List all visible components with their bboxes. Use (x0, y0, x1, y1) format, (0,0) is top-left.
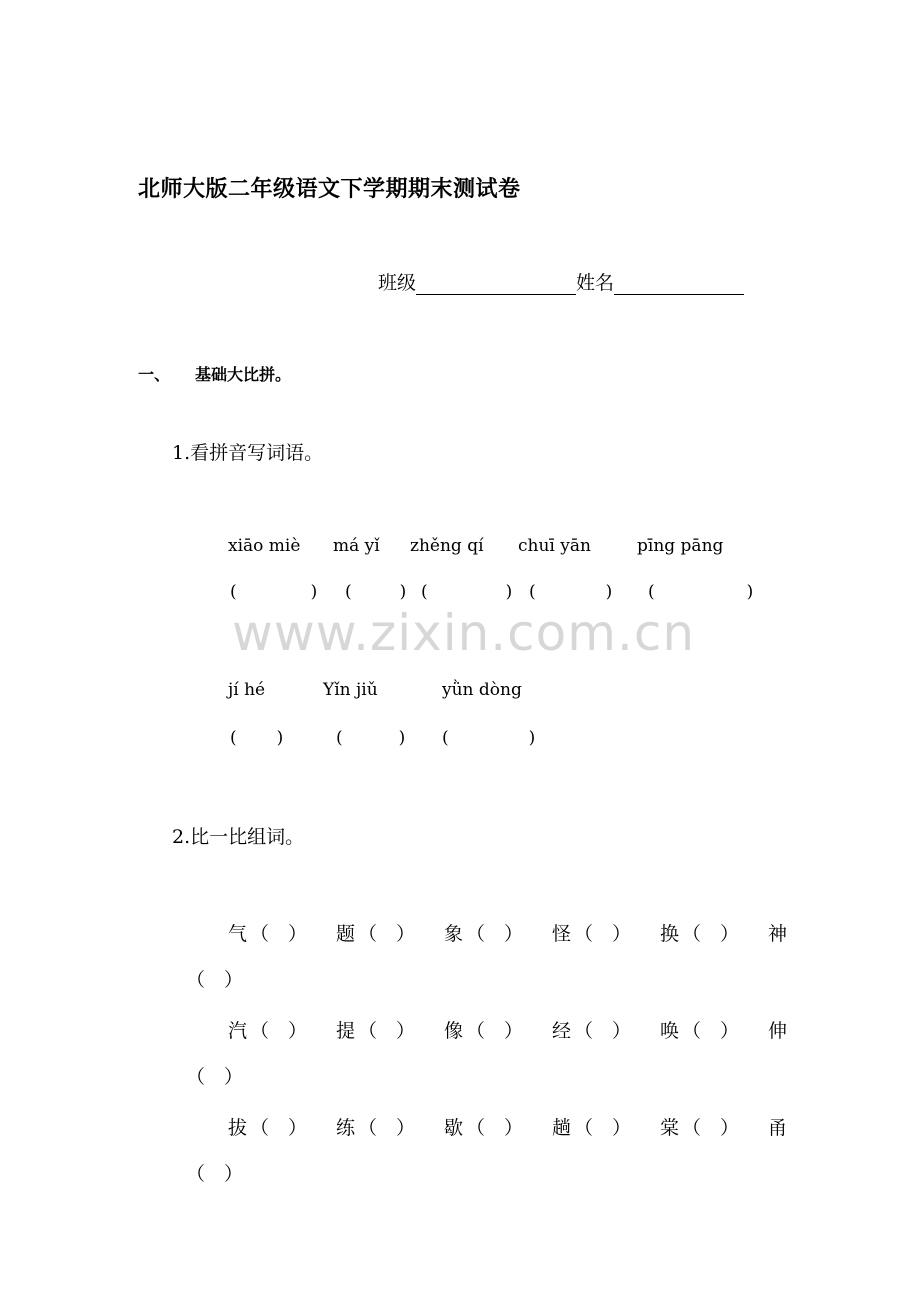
compare-char: 汽 (228, 1020, 248, 1042)
compare-char: 神 (768, 923, 788, 945)
compare-char: 怪 (552, 923, 572, 945)
compare-char: 题 (336, 923, 356, 945)
pinyin-item: má yǐ (333, 536, 380, 556)
compare-char: 唤 (660, 1020, 680, 1042)
word-blank[interactable]: （ ） (186, 1163, 244, 1185)
word-blank[interactable]: （ ） (682, 1117, 740, 1139)
answer-blank-3[interactable]: ( ) (421, 582, 513, 602)
word-blank[interactable]: （ ） (574, 1020, 632, 1042)
word-blank[interactable]: （ ） (466, 1117, 524, 1139)
answer-blank-1[interactable]: ( ) (230, 582, 318, 602)
document-title: 北师大版二年级语文下学期期末测试卷 (138, 177, 521, 202)
word-blank[interactable]: （ ） (186, 1066, 244, 1088)
compare-char: 练 (336, 1117, 356, 1139)
name-label: 姓名 (576, 272, 615, 294)
compare-char: 经 (552, 1020, 572, 1042)
class-name-line (378, 268, 744, 295)
class-blank[interactable] (416, 274, 576, 295)
compare-char: 换 (660, 923, 680, 945)
answer-blank-4[interactable]: ( ) (529, 582, 613, 602)
compare-char: 像 (444, 1020, 464, 1042)
word-blank[interactable]: （ ） (250, 1117, 308, 1139)
question-1-title: 1.看拼音写词语。 (172, 442, 324, 464)
question-2-title: 2.比一比组词。 (172, 826, 305, 848)
word-blank[interactable]: （ ） (358, 1117, 416, 1139)
word-blank[interactable]: （ ） (250, 1020, 308, 1042)
section-number: 一、 (138, 365, 171, 384)
compare-char: 棠 (660, 1117, 680, 1139)
answer-blank-6[interactable]: ( ) (230, 728, 284, 748)
pinyin-item: yǜn dòng (442, 680, 522, 700)
pinyin-item: Yǐn jiǔ (323, 680, 378, 700)
word-blank[interactable]: （ ） (358, 1020, 416, 1042)
answer-blank-8[interactable]: ( ) (442, 728, 536, 748)
pinyin-item: pīng pāng (637, 536, 724, 556)
name-blank[interactable] (614, 274, 744, 295)
word-blank[interactable]: （ ） (466, 1020, 524, 1042)
compare-char: 拔 (228, 1117, 248, 1139)
word-blank[interactable]: （ ） (682, 1020, 740, 1042)
pinyin-item: zhěng qí (410, 536, 484, 556)
compare-char: 气 (228, 923, 248, 945)
word-blank[interactable]: （ ） (250, 923, 308, 945)
compare-char: 伸 (768, 1020, 788, 1042)
answer-blank-7[interactable]: ( ) (336, 728, 406, 748)
answer-blank-2[interactable]: ( ) (345, 582, 407, 602)
word-blank[interactable]: （ ） (186, 969, 244, 991)
class-label: 班级 (378, 272, 417, 294)
word-blank[interactable]: （ ） (682, 923, 740, 945)
compare-char: 甬 (768, 1117, 788, 1139)
word-blank[interactable]: （ ） (466, 923, 524, 945)
word-blank[interactable]: （ ） (574, 923, 632, 945)
compare-char: 象 (444, 923, 464, 945)
section-title: 基础大比拼。 (195, 365, 292, 384)
watermark: www.zixin.com.cn (232, 604, 696, 662)
compare-char: 歇 (444, 1117, 464, 1139)
word-blank[interactable]: （ ） (574, 1117, 632, 1139)
compare-char: 趟 (552, 1117, 572, 1139)
pinyin-item: chuī yān (518, 536, 591, 556)
compare-char: 提 (336, 1020, 356, 1042)
pinyin-item: xiāo miè (228, 536, 301, 556)
pinyin-item: jí hé (228, 680, 266, 700)
word-blank[interactable]: （ ） (358, 923, 416, 945)
answer-blank-5[interactable]: ( ) (648, 582, 754, 602)
